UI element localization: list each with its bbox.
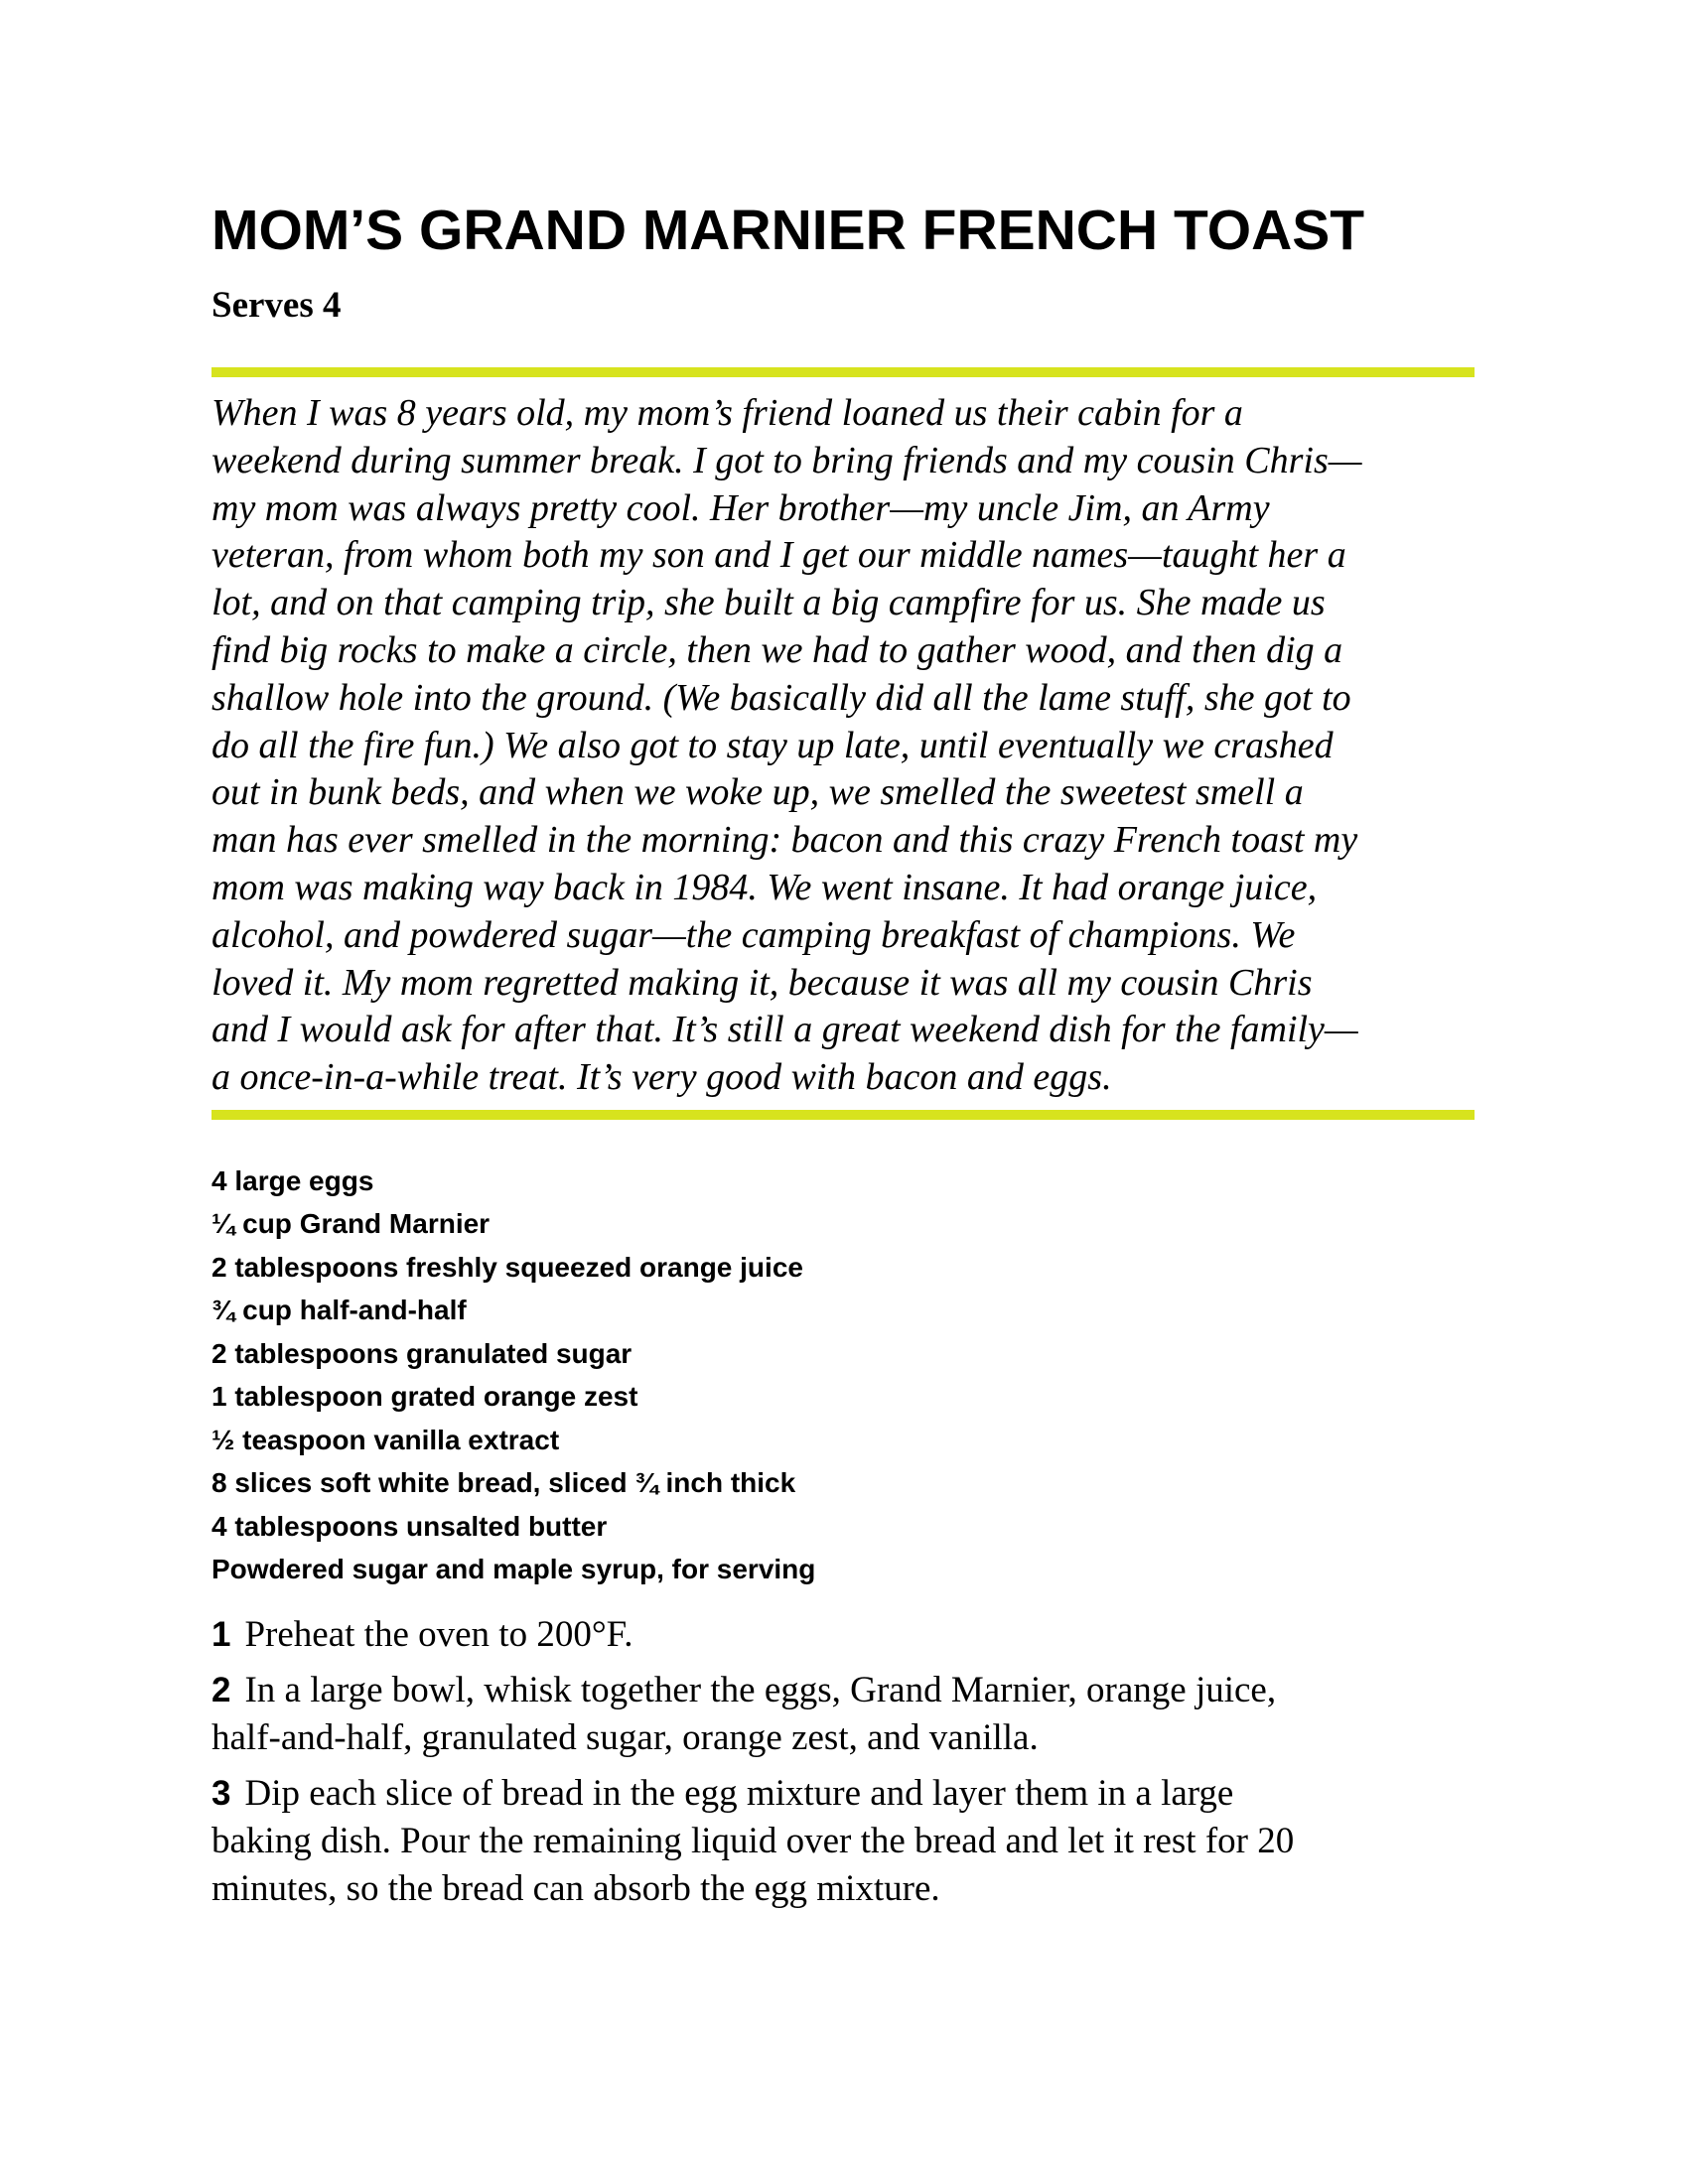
intro-line: a once-in-a-while treat. It’s very good with bacon and eggs. — [211, 1056, 1112, 1099]
ingredient-item: ½ teaspoon vanilla extract — [211, 1424, 560, 1455]
intro-line: out in bunk beds, and when we woke up, we smelled the sweetest smell a — [211, 771, 1304, 814]
step-3 — [211, 1770, 1475, 1913]
bottom-divider — [211, 1110, 1475, 1120]
ingredient-item: Powdered sugar and maple syrup, for serving — [211, 1554, 816, 1585]
intro-line: lot, and on that camping trip, she built a big campfire for us. She made us — [211, 582, 1326, 624]
intro-line: do all the fire fun.) We also got to stay up late, until eventually we crashed — [211, 724, 1334, 766]
ingredient-item: 4 large eggs — [211, 1164, 374, 1196]
step-2 — [211, 1667, 1475, 1762]
serves-label: Serves 4 — [211, 285, 342, 326]
step-1 — [211, 1611, 1475, 1659]
intro-line: and I would ask for after that. It’s still a great weekend dish for the family— — [211, 1009, 1358, 1051]
recipe-title: MOM’S GRAND MARNIER FRENCH TOAST — [211, 199, 1365, 262]
top-divider — [211, 367, 1475, 377]
step-text: In a large bowl, whisk together the eggs, Grand Marnier, orange juice, — [244, 1669, 1277, 1710]
ingredient-item: 2 tablespoons freshly squeezed orange juice — [211, 1251, 803, 1283]
intro-line: my mom was always pretty cool. Her brother—my uncle Jim, an Army — [211, 486, 1270, 529]
intro-paragraph — [211, 390, 1475, 1102]
step-line: baking dish. Pour the remaining liquid over the bread and let it rest for 20 — [211, 1820, 1295, 1861]
step-line: minutes, so the bread can absorb the egg mixture. — [211, 1867, 940, 1909]
recipe-page — [211, 195, 1475, 1921]
intro-line: loved it. My mom regretted making it, because it was all my cousin Chris — [211, 961, 1313, 1004]
intro-line: veteran, from whom both my son and I get our middle names—taught her a — [211, 534, 1346, 577]
step-number: 3 — [211, 1773, 231, 1813]
ingredient-item: 4 tablespoons unsalted butter — [211, 1510, 608, 1542]
ingredient-list — [211, 1160, 1475, 1591]
step-line — [211, 1770, 1475, 1818]
intro-line: When I was 8 years old, my mom’s friend loaned us their cabin for a — [211, 392, 1243, 434]
step-line: half-and-half, granulated sugar, orange zest, and vanilla. — [211, 1716, 1039, 1758]
method-steps — [211, 1611, 1475, 1913]
step-text: Preheat the oven to 200°F. — [244, 1613, 633, 1655]
step-number: 2 — [211, 1670, 231, 1709]
step-line — [211, 1611, 1475, 1659]
intro-line: find big rocks to make a circle, then we had to gather wood, and then dig a — [211, 628, 1343, 671]
step-number: 1 — [211, 1614, 231, 1654]
intro-line: alcohol, and powdered sugar—the camping breakfast of champions. We — [211, 913, 1296, 956]
intro-line: man has ever smelled in the morning: bacon and this crazy French toast my — [211, 819, 1358, 862]
step-text: Dip each slice of bread in the egg mixture and layer them in a large — [244, 1772, 1234, 1814]
ingredient-item: ¼ cup Grand Marnier — [211, 1208, 491, 1240]
intro-line: weekend during summer break. I got to bring friends and my cousin Chris— — [211, 439, 1362, 481]
intro-line: mom was making way back in 1984. We went insane. It had orange juice, — [211, 866, 1318, 908]
step-line — [211, 1667, 1475, 1714]
ingredient-item: 1 tablespoon grated orange zest — [211, 1381, 638, 1413]
ingredient-item: ¾ cup half-and-half — [211, 1295, 467, 1326]
ingredient-item: 8 slices soft white bread, sliced ¾ inch thick — [211, 1467, 796, 1499]
intro-line: shallow hole into the ground. (We basically did all the lame stuff, she got to — [211, 676, 1351, 719]
ingredient-item: 2 tablespoons granulated sugar — [211, 1337, 633, 1369]
